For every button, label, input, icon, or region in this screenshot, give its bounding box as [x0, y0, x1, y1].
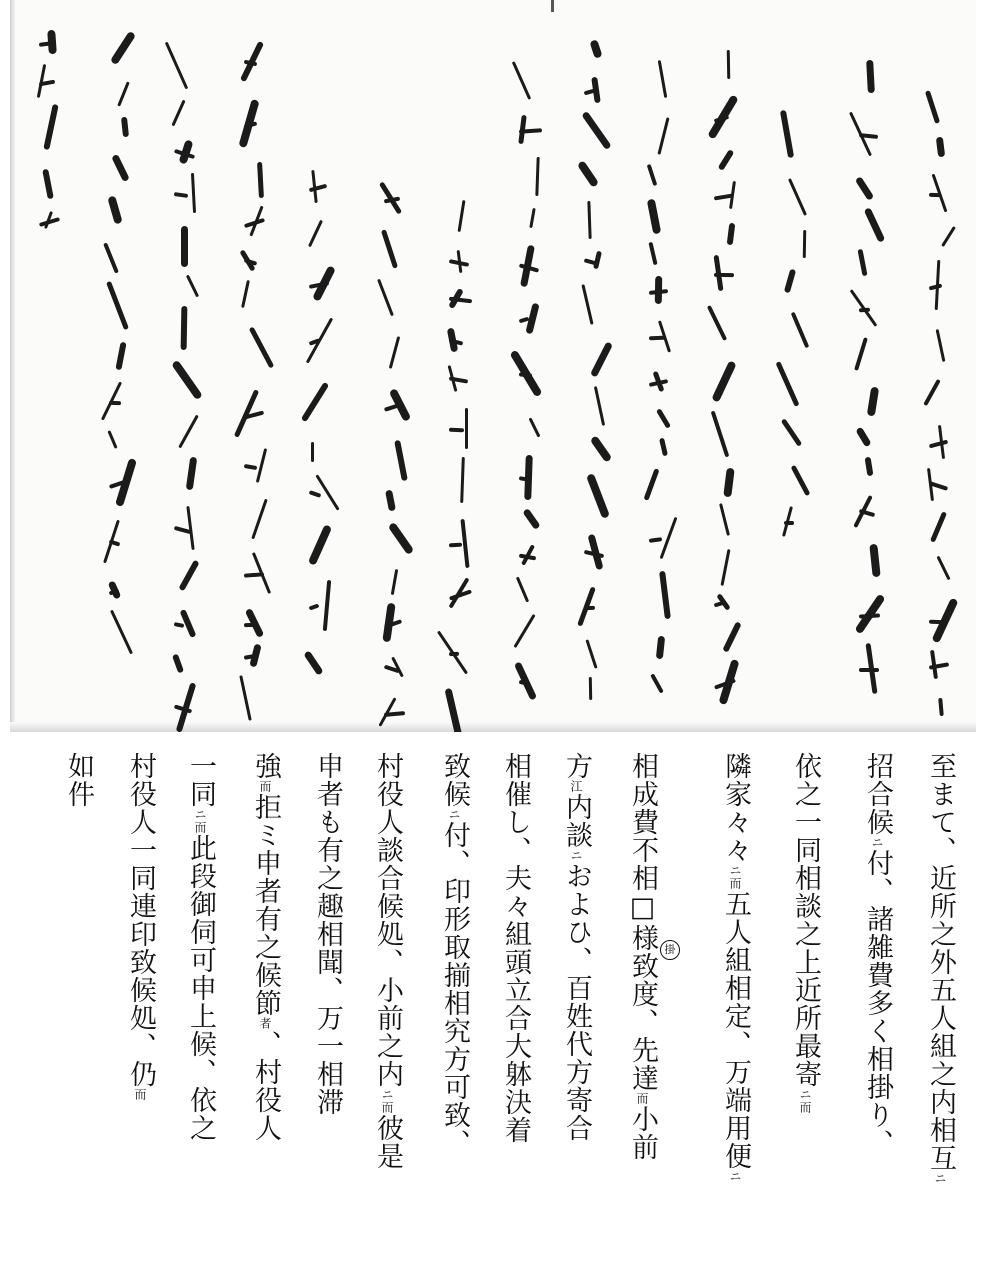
brush-stroke	[590, 435, 613, 463]
brush-stroke	[650, 673, 664, 693]
manuscript-column	[39, 0, 61, 732]
brush-stroke	[186, 275, 199, 298]
brush-stroke	[107, 430, 117, 449]
manuscript-column	[449, 0, 471, 732]
transcription-line-13: 村役人一同連印致候処、仍而	[125, 752, 156, 1101]
manuscript-column	[584, 0, 606, 732]
brush-stroke	[301, 382, 329, 422]
brush-stroke	[191, 173, 196, 213]
brush-stroke	[529, 208, 535, 228]
brush-stroke	[186, 506, 194, 550]
brush-stroke	[529, 417, 541, 437]
brush-stroke	[171, 360, 203, 401]
brush-stroke	[929, 440, 948, 449]
brush-stroke	[449, 428, 464, 433]
brush-stroke	[244, 623, 257, 627]
brush-stroke	[110, 31, 136, 66]
brush-stroke	[303, 650, 323, 675]
manuscript-column	[174, 0, 196, 732]
brush-stroke	[181, 306, 188, 350]
brush-stroke	[535, 157, 539, 196]
brush-stroke	[859, 613, 880, 618]
brush-stroke	[172, 654, 184, 674]
brush-stroke	[784, 521, 794, 525]
brush-stroke	[186, 457, 198, 491]
brush-stroke	[855, 427, 871, 448]
brush-stroke	[727, 50, 731, 79]
brush-stroke	[707, 305, 727, 341]
manuscript-column	[519, 0, 541, 732]
brush-stroke	[516, 576, 529, 602]
brush-stroke	[309, 490, 322, 498]
brush-stroke	[174, 192, 188, 198]
transcription-line-3: 依之一同相談之上近所最寄ニ而	[790, 752, 821, 1114]
brush-stroke	[923, 379, 941, 406]
brush-stroke	[391, 569, 398, 595]
brush-stroke	[577, 160, 599, 188]
brush-stroke	[586, 473, 610, 519]
brush-stroke	[181, 226, 188, 267]
brush-stroke	[647, 199, 662, 235]
brush-stroke	[388, 522, 415, 555]
brush-stroke	[784, 269, 796, 294]
brush-stroke	[718, 149, 735, 171]
transcription-line-10: 申者も有之趣相聞、万一相滞	[312, 752, 343, 1116]
brush-stroke	[244, 464, 257, 470]
brush-stroke	[512, 61, 531, 100]
brush-stroke	[719, 503, 730, 536]
brush-stroke	[658, 60, 668, 98]
brush-stroke	[465, 408, 468, 449]
brush-stroke	[855, 176, 874, 201]
brush-stroke	[106, 281, 129, 330]
transcription-line-6: 方江内談ニおよひ、百姓代方寄合	[561, 752, 592, 1142]
brush-stroke	[791, 465, 811, 496]
brush-stroke	[308, 220, 323, 248]
brush-stroke	[714, 273, 734, 277]
brush-stroke	[241, 280, 250, 308]
transcription-line-9: 村役人談合候処、小前之内ニ而彼是	[372, 752, 403, 1170]
brush-stroke	[42, 169, 54, 200]
transcription-line-12: 一同ニ而此段御伺可申上候、依之	[185, 752, 216, 1142]
brush-stroke	[581, 111, 611, 150]
brush-stroke	[644, 468, 660, 501]
brush-stroke	[522, 508, 540, 530]
transcription-line-11: 強而拒ミ申者有之候節者、村役人	[250, 752, 281, 1142]
brush-stroke	[249, 326, 275, 368]
brush-stroke	[941, 226, 956, 247]
manuscript-column	[109, 0, 131, 732]
brush-stroke	[384, 711, 405, 717]
marginal-stamp: 掛	[660, 938, 680, 960]
brush-stroke	[178, 415, 199, 449]
brush-stroke	[257, 162, 264, 198]
brush-stroke	[660, 517, 678, 559]
brush-stroke	[867, 387, 879, 417]
brush-stroke	[309, 603, 320, 610]
brush-stroke	[656, 636, 665, 660]
brush-stroke	[649, 537, 662, 543]
manuscript-column	[309, 0, 331, 732]
brush-stroke	[727, 223, 736, 246]
brush-stroke	[385, 490, 396, 512]
brush-stroke	[925, 90, 940, 124]
brush-stroke	[178, 560, 199, 592]
brush-stroke	[174, 622, 185, 628]
brush-stroke	[519, 372, 532, 377]
brush-stroke	[590, 341, 613, 377]
brush-stroke	[720, 549, 730, 586]
transcription-line-8: 致候ニ付、印形取揃相究方可致、	[439, 752, 470, 1157]
brush-stroke	[864, 207, 886, 243]
brush-stroke	[659, 571, 671, 619]
brush-stroke	[936, 556, 950, 581]
brush-stroke	[43, 104, 58, 150]
brush-stroke	[111, 154, 130, 182]
brush-stroke	[585, 639, 597, 668]
brush-stroke	[791, 312, 810, 349]
brush-stroke	[394, 440, 408, 481]
brush-stroke	[647, 164, 658, 186]
brush-stroke	[377, 279, 394, 316]
manuscript-column	[859, 0, 881, 732]
brush-stroke	[581, 284, 593, 325]
manuscript-column	[714, 0, 736, 732]
manuscript-column	[384, 0, 406, 732]
transcription-line-1: 至まて、近所之外五人組之内相互ニ	[925, 752, 956, 1185]
brush-stroke	[587, 201, 591, 239]
brush-stroke	[859, 308, 870, 313]
brush-stroke	[308, 524, 332, 566]
brush-stroke	[121, 117, 129, 138]
binding-mark	[551, 0, 554, 12]
brush-stroke	[866, 60, 875, 93]
brush-stroke	[781, 418, 802, 446]
brush-stroke	[788, 178, 807, 216]
transcription-line-5: 相成費不相□様致度、先達而小前	[627, 752, 658, 1161]
brush-stroke	[389, 336, 400, 369]
brush-stroke	[103, 242, 119, 273]
brush-stroke	[309, 184, 327, 193]
transcription-panel	[0, 732, 981, 1278]
brush-stroke	[711, 411, 730, 458]
brush-stroke	[311, 442, 314, 462]
brush-stroke	[930, 511, 947, 542]
brush-stroke	[381, 229, 398, 269]
brush-stroke	[659, 438, 668, 457]
transcription-line-14: 如件	[63, 752, 94, 808]
brush-stroke	[256, 448, 267, 483]
brush-stroke	[449, 652, 459, 656]
brush-stroke	[723, 468, 734, 498]
brush-stroke	[648, 242, 657, 265]
transcription-line-7: 相催し、夫々組頭立合大躰決着	[500, 752, 531, 1144]
brush-stroke	[171, 100, 185, 127]
brush-stroke	[594, 386, 605, 426]
transcription-line-4: 隣家々々ニ而五人組相定、万端用便ニ	[720, 752, 751, 1183]
manuscript-column	[244, 0, 266, 732]
manuscript-scan	[10, 0, 976, 732]
page-edge-bottom	[10, 722, 976, 732]
brush-stroke	[656, 408, 671, 429]
brush-stroke	[107, 195, 122, 224]
brush-stroke	[857, 249, 867, 276]
brush-stroke	[929, 193, 941, 197]
brush-stroke	[584, 606, 595, 610]
brush-stroke	[110, 610, 133, 655]
brush-stroke	[239, 675, 251, 721]
brush-stroke	[859, 668, 879, 672]
brush-stroke	[649, 336, 665, 341]
brush-stroke	[865, 457, 874, 477]
transcription-line-2: 招合候ニ付、諸雑費多く相掛り、	[862, 752, 893, 1157]
brush-stroke	[869, 544, 880, 578]
brush-stroke	[109, 401, 121, 405]
brush-stroke	[589, 677, 592, 700]
brush-stroke	[115, 342, 126, 371]
manuscript-column	[784, 0, 806, 732]
brush-stroke	[929, 620, 947, 625]
brush-stroke	[117, 81, 130, 106]
brush-stroke	[775, 361, 799, 407]
brush-stroke	[938, 698, 944, 716]
brush-stroke	[458, 200, 466, 232]
brush-stroke	[657, 117, 669, 155]
brush-stroke	[589, 39, 602, 59]
brush-stroke	[449, 543, 462, 548]
brush-stroke	[780, 110, 794, 158]
brush-stroke	[251, 499, 268, 540]
brush-stroke	[711, 360, 736, 402]
brush-stroke	[519, 476, 530, 482]
page-edge-left	[10, 0, 16, 732]
brush-stroke	[460, 457, 465, 503]
brush-stroke	[936, 329, 946, 362]
manuscript-column	[929, 0, 951, 732]
brush-stroke	[513, 614, 535, 648]
brush-stroke	[803, 230, 806, 258]
brush-stroke	[323, 580, 331, 631]
brush-stroke	[936, 137, 945, 158]
brush-stroke	[519, 128, 542, 134]
brush-stroke	[854, 337, 868, 371]
brush-stroke	[165, 42, 188, 90]
manuscript-column	[649, 0, 671, 732]
brush-stroke	[722, 621, 741, 652]
